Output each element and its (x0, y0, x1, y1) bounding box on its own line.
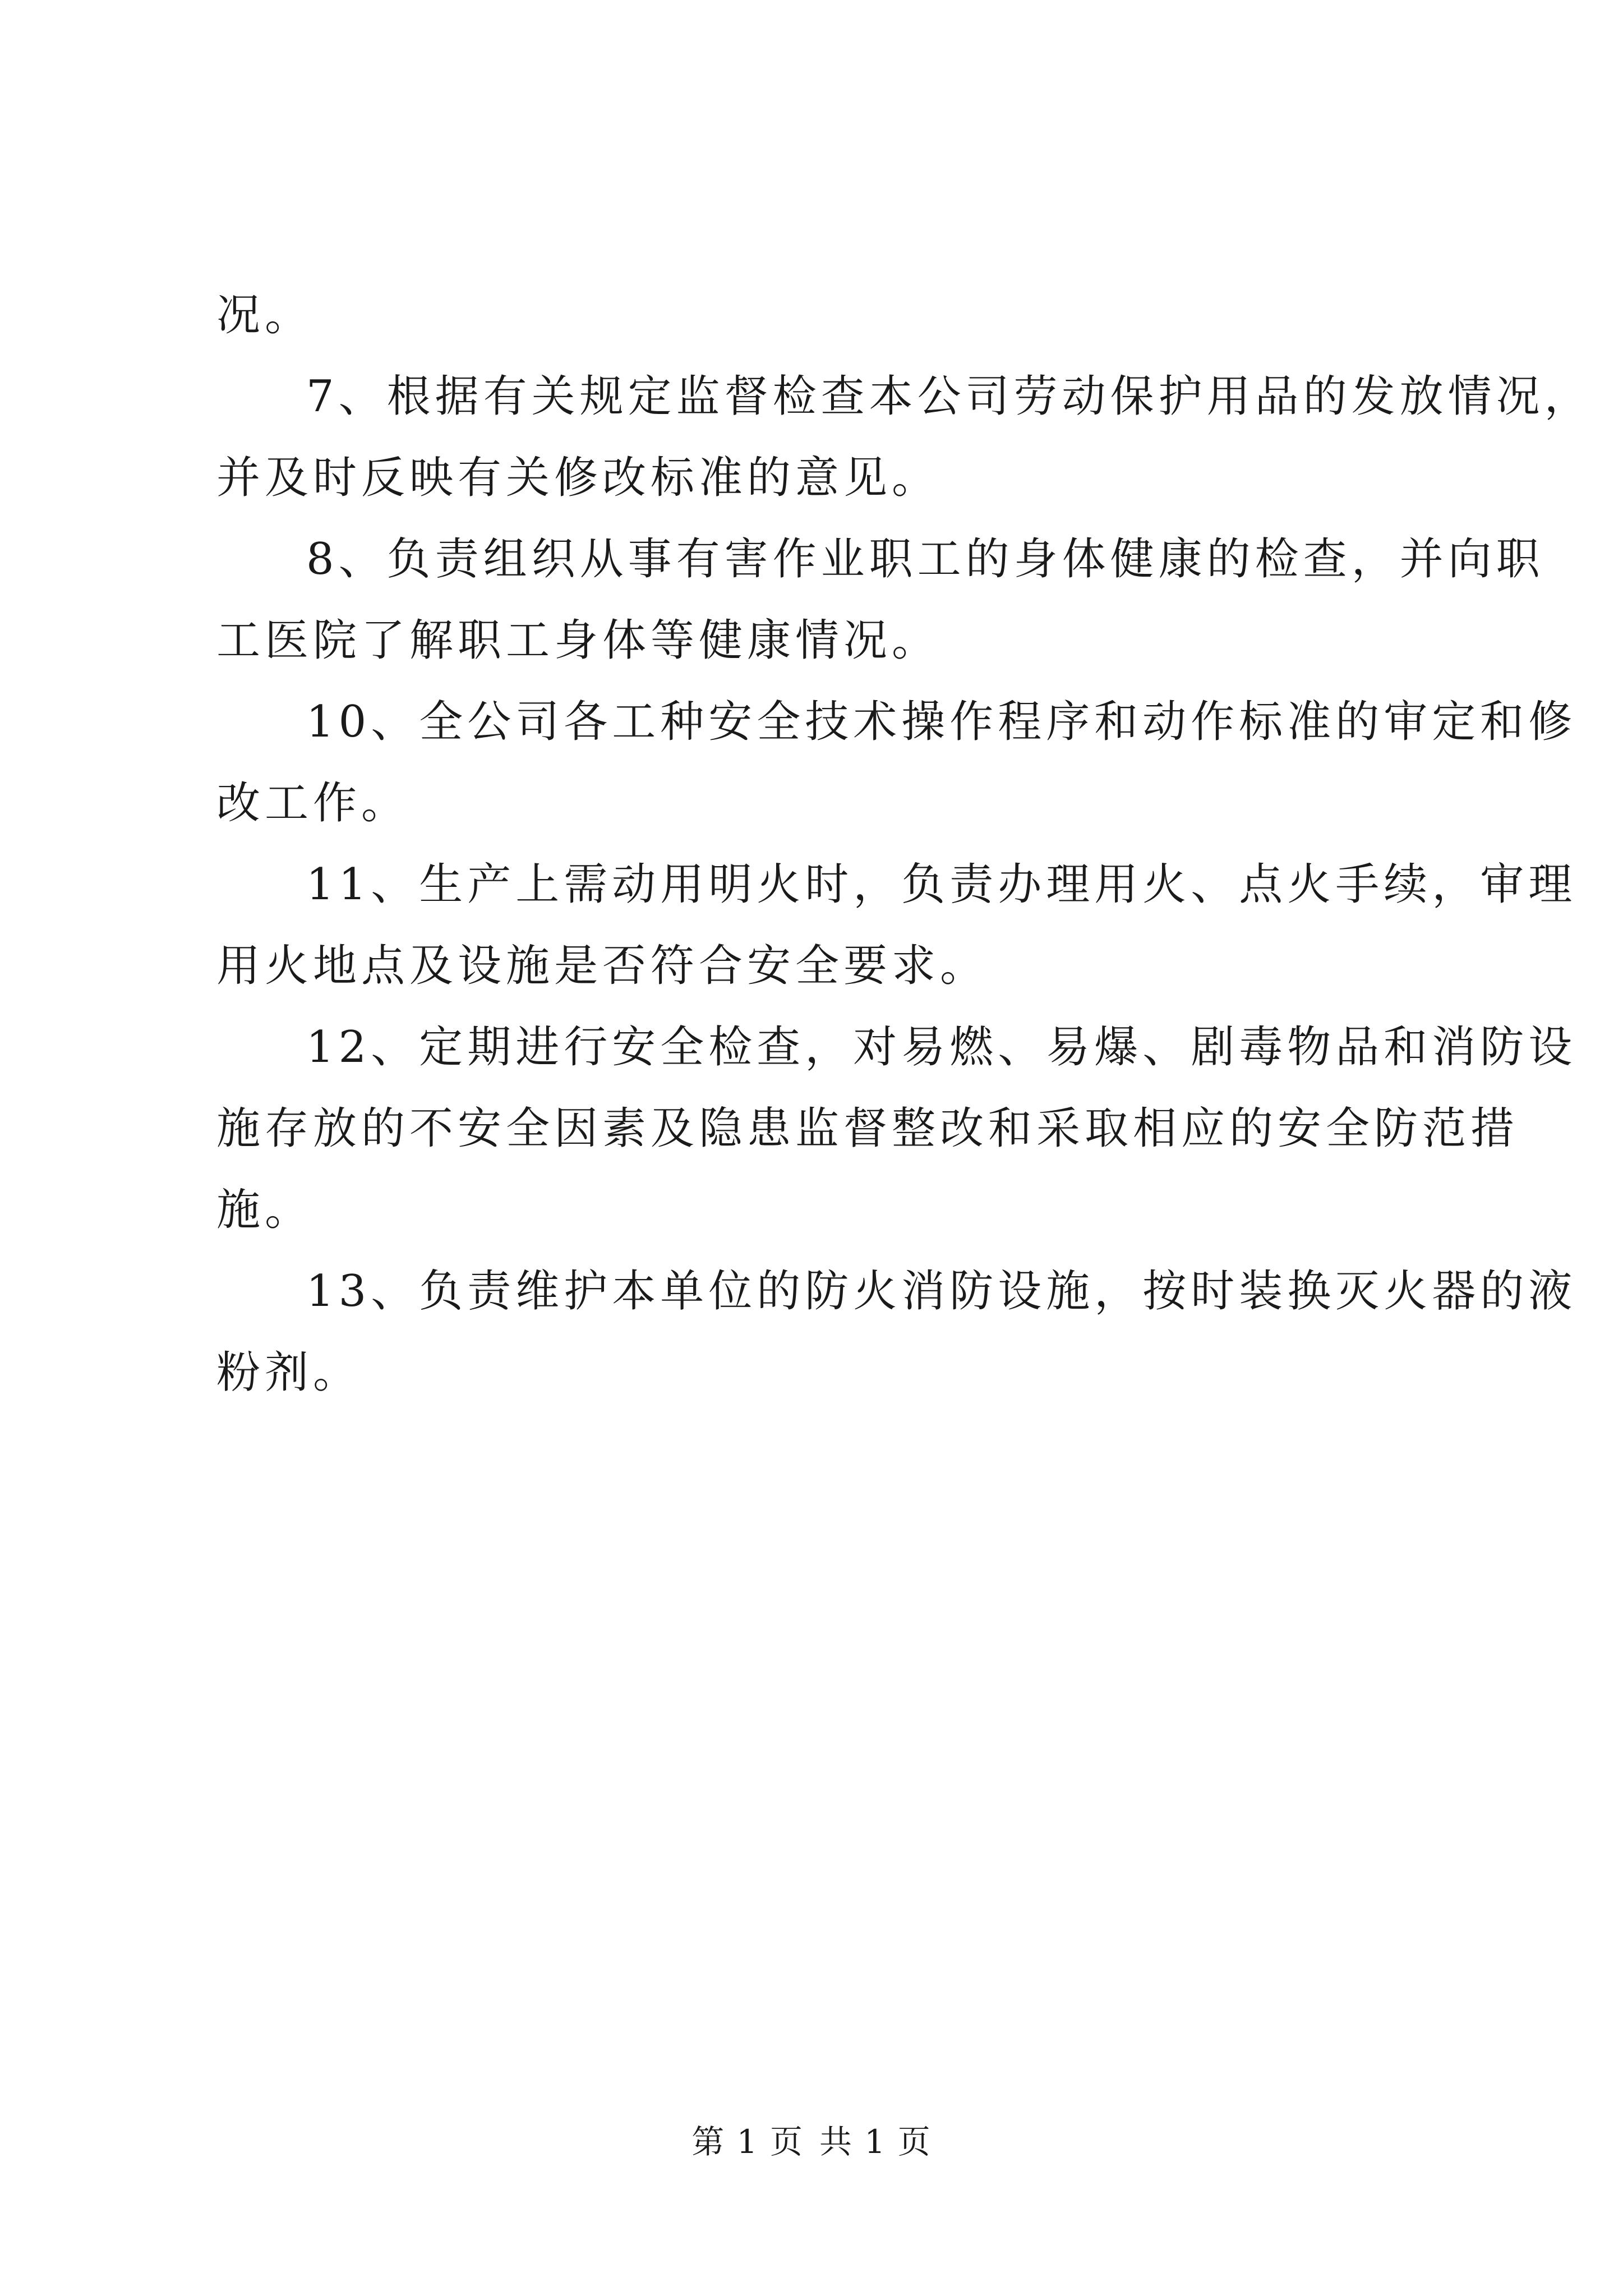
text-line-5: 工医院了解职工身体等健康情况。 (216, 615, 940, 666)
text-line-14: 粉剂。 (216, 1347, 362, 1398)
text-line-3: 并及时反映有关修改标准的意见。 (216, 453, 940, 503)
text-line-1: 况。 (216, 290, 313, 341)
text-line-8: 11、生产上需动用明火时，负责办理用火、点火手续，审理 (306, 859, 1577, 910)
text-line-4: 8、负责组织从事有害作业职工的身体健康的检查，并向职 (306, 534, 1544, 585)
text-line-13: 13、负责维护本单位的防火消防设施，按时装换灭火器的液 (306, 1266, 1577, 1317)
text-line-6: 10、全公司各工种安全技术操作程序和动作标准的审定和修 (306, 697, 1577, 747)
text-line-10: 12、定期进行安全检查，对易燃、易爆、剧毒物品和消防设 (306, 1022, 1577, 1073)
page-number: 第 1 页 (691, 2123, 804, 2161)
document-body (216, 275, 1593, 1414)
page-footer (0, 2119, 1623, 2164)
text-line-11: 施存放的不安全因素及隐患监督整改和采取相应的安全防范措 (216, 1103, 1519, 1154)
total-pages: 共 1 页 (819, 2123, 932, 2161)
text-line-7: 改工作。 (216, 778, 410, 829)
text-line-12: 施。 (216, 1185, 313, 1235)
text-line-9: 用火地点及设施是否符合安全要求。 (216, 941, 989, 991)
text-line-2: 7、根据有关规定监督检查本公司劳动保护用品的发放情况， (306, 371, 1593, 422)
